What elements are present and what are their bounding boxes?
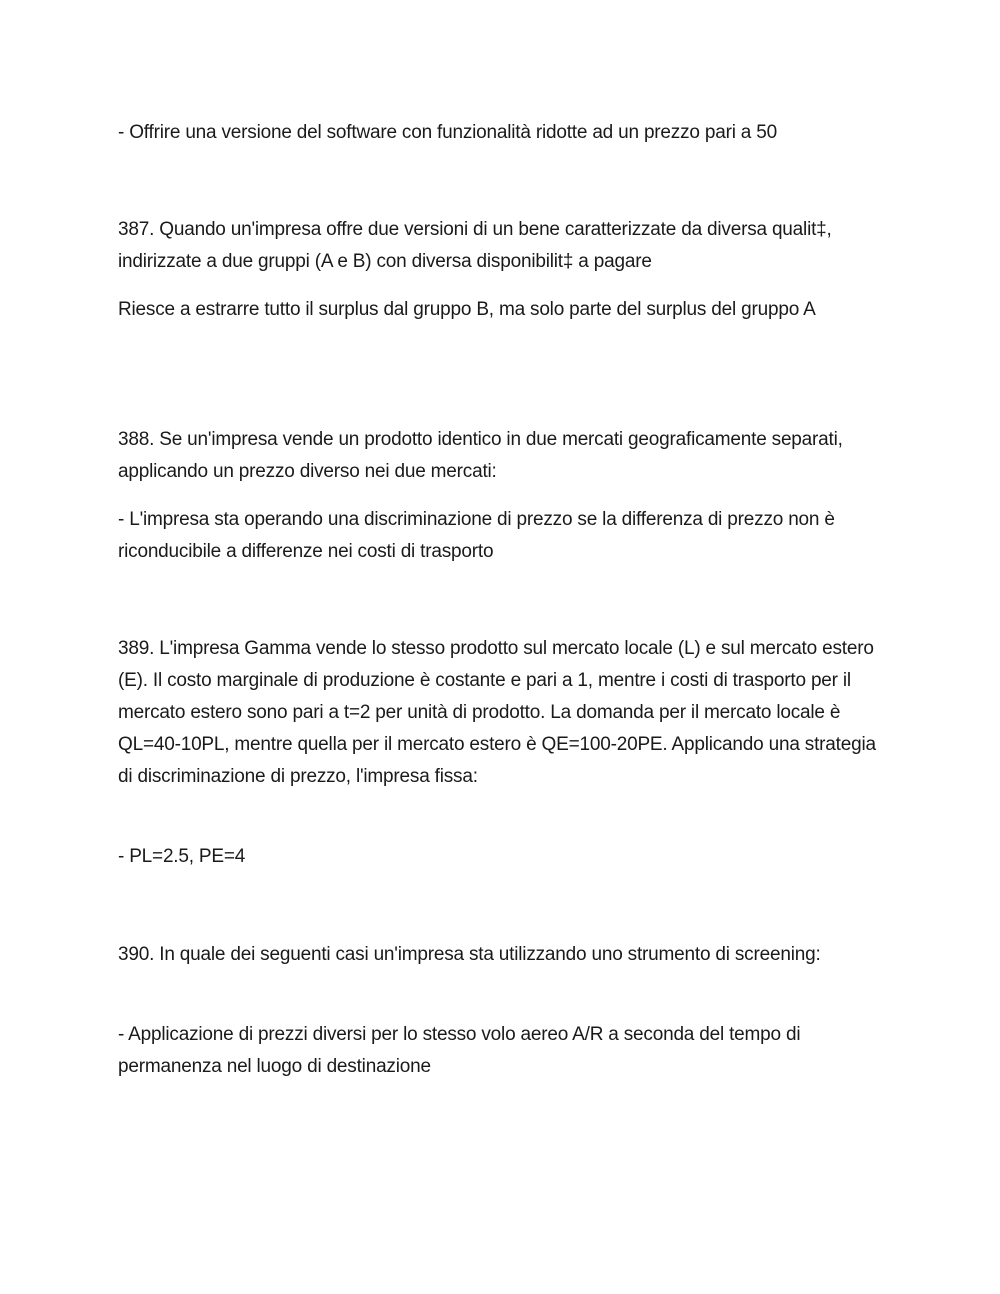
answer-386: - Offrire una versione del software con funzionalità ridotte ad un prezzo pari a 50 <box>118 122 777 143</box>
answer-387: Riesce a estrarre tutto il surplus dal gruppo B, ma solo parte del surplus del gruppo A <box>118 299 816 320</box>
question-389: 389. L'impresa Gamma vende lo stesso prodotto sul mercato locale (L) e sul mercato estero (E). Il costo marginale di produzione è costante e pari a 1, mentre i costi di trasporto per il mercato estero sono pari a t=2 per unità di prodotto. La domanda per il mercato locale è QL=40-10PL, mentre quella per il mercato estero è QE=100-20PE. Applicando una strategia di discriminazione di prezzo, l'impresa fissa: <box>118 638 876 787</box>
question-388: 388. Se un'impresa vende un prodotto identico in due mercati geograficamente separati, applicando un prezzo diverso nei due mercati: <box>118 429 843 482</box>
answer-390: - Applicazione di prezzi diversi per lo stesso volo aereo A/R a seconda del tempo di permanenza nel luogo di destinazione <box>118 1024 801 1077</box>
answer-388: - L'impresa sta operando una discriminazione di prezzo se la differenza di prezzo non è riconducibile a differenze nei costi di trasporto <box>118 509 835 562</box>
answer-389: - PL=2.5, PE=4 <box>118 846 246 867</box>
question-387: 387. Quando un'impresa offre due versioni di un bene caratterizzate da diversa qualit‡, indirizzate a due gruppi (A e B) con diversa disponibilit‡ a pagare <box>118 219 832 272</box>
question-390: 390. In quale dei seguenti casi un'impresa sta utilizzando uno strumento di screening: <box>118 944 821 965</box>
